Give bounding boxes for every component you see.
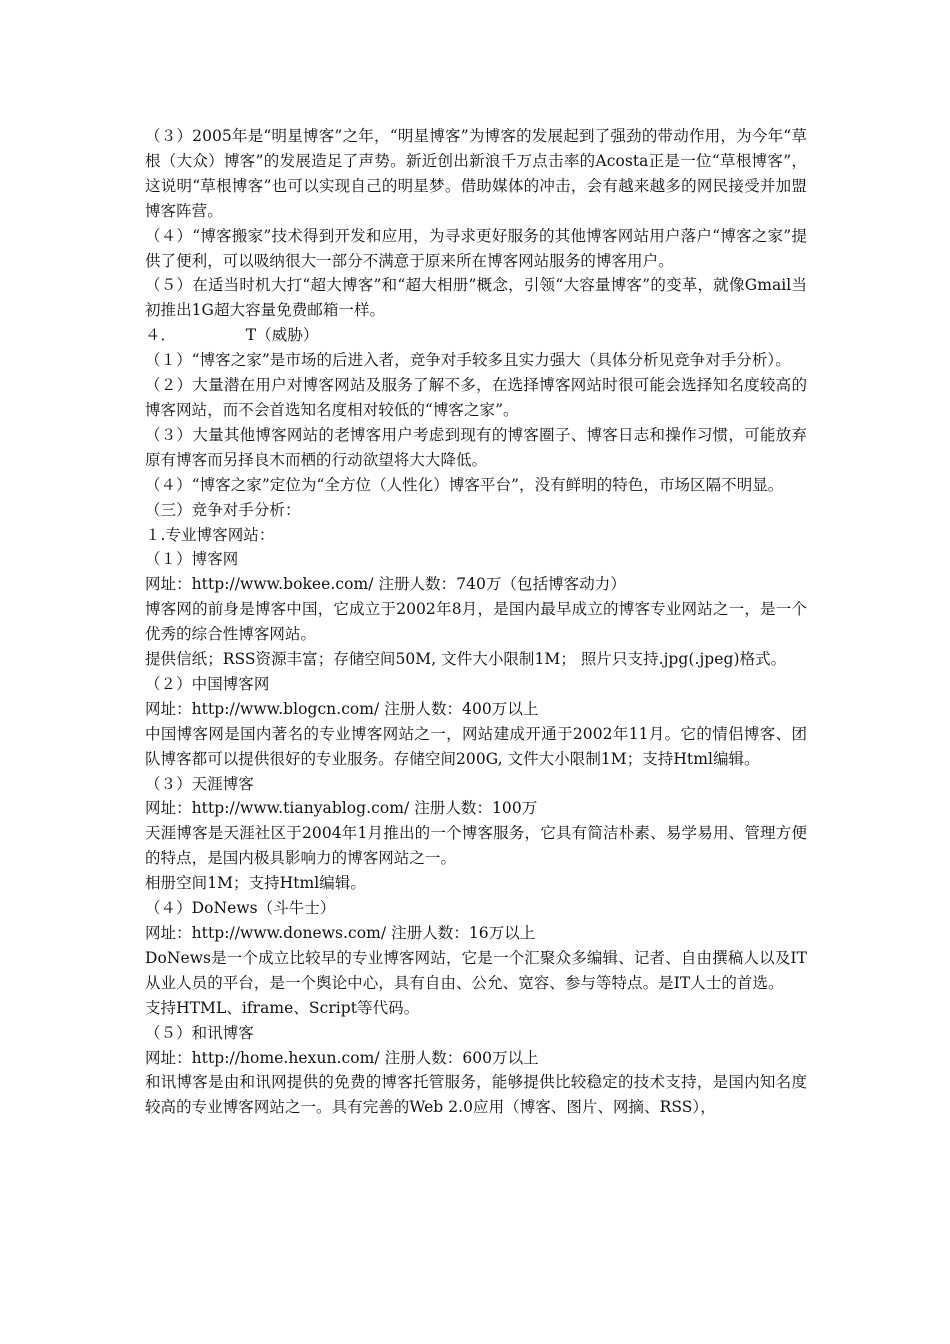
competitor-3-description: 天涯博客是天涯社区于2004年1月推出的一个博客服务，它具有简洁朴素、易学易用、管理方便的特点，是国内极具影响力的博客网站之一。 (145, 824, 807, 868)
competitor-3-url: 网址：http://www.tianyablog.com/ 注册人数：100万 (145, 799, 538, 818)
paragraph-threat-3: （３）大量其他博客网站的老博客用户考虑到现有的博客圈子、博客日志和操作习惯，可能放弃原有博客而另择良木而栖的行动欲望将大大降低。 (145, 425, 807, 469)
competitor-4-description: DoNews是一个成立比较早的专业博客网站，它是一个汇聚众多编辑、记者、自由撰稿人以及IT从业人员的平台，是一个舆论中心，具有自由、公允、宽容、参与等特点。是IT人士的首选。 (145, 948, 807, 992)
competitor-3-features: 相册空间1M；支持Html编辑。 (145, 874, 366, 893)
paragraph-threat-1: （１）“博客之家”是市场的后进入者，竞争对手较多且实力强大（具体分析见竞争对手分析）。 (145, 351, 791, 370)
competitor-4-features: 支持HTML、iframe、Script等代码。 (145, 998, 420, 1017)
paragraph-opportunity-3: （３）2005年是“明星博客”之年，“明星博客”为博客的发展起到了强劲的带动作用，为今年“草根（大众）博客”的发展造足了声势。新近创出新浪千万点击率的Acosta正是一位“草根博客”，这说明“草根博客”也可以实现自己的明星梦。借助媒体的冲击，会有越来越多的网民接受并加盟博客阵营。 (145, 127, 807, 220)
competitor-2-url: 网址：http://www.blogcn.com/ 注册人数：400万以上 (145, 699, 539, 718)
competitor-1-features: 提供信纸；RSS资源丰富；存储空间50M, 文件大小限制1M； 照片只支持.jpg(.jpeg)格式。 (145, 650, 787, 669)
competitor-5-url: 网址：http://home.hexun.com/ 注册人数：600万以上 (145, 1048, 539, 1067)
competitor-2-title: （２）中国博客网 (145, 674, 270, 693)
competitor-4-title: （４）DoNews（斗牛士） (145, 899, 336, 918)
paragraph-opportunity-4: （４）“博客搬家”技术得到开发和应用，为寻求更好服务的其他博客网站用户落户“博客之家”提供了便利，可以吸纳很大一部分不满意于原来所在博客网站服务的博客用户。 (145, 226, 807, 270)
competitor-4-url: 网址：http://www.donews.com/ 注册人数：16万以上 (145, 924, 536, 942)
section-heading-competitors: （三）竞争对手分析： (145, 500, 301, 519)
paragraph-threat-2: （２）大量潜在用户对博客网站及服务了解不多，在选择博客网站时很可能会选择知名度较高的博客网站，而不会首选知名度相对较低的“博客之家”。 (145, 376, 807, 419)
competitor-2-description: 中国博客网是国内著名的专业博客网站之一，网站建成开通于2002年11月。它的情侣博客、团队博客都可以提供很好的专业服务。存储空间200G, 文件大小限制1M；支持Html编辑。 (145, 724, 807, 768)
section-heading-threats: ４． T（威胁） (145, 326, 319, 345)
competitor-5-title: （５）和讯博客 (145, 1023, 254, 1042)
document-body (145, 124, 807, 1120)
competitor-5-description: 和讯博客是由和讯网提供的免费的博客托管服务，能够提供比较稳定的技术支持，是国内知名度较高的专业博客网站之一。具有完善的Web 2.0应用（博客、图片、网摘、RSS）， (145, 1073, 807, 1117)
competitor-1-description: 博客网的前身是博客中国，它成立于2002年8月，是国内最早成立的博客专业网站之一，是一个优秀的综合性博客网站。 (145, 600, 807, 644)
competitor-3-title: （３）天涯博客 (145, 774, 254, 793)
paragraph-threat-4: （４）“博客之家”定位为“全方位（人性化）博客平台”，没有鲜明的特色，市场区隔不明显。 (145, 475, 784, 494)
subheading-professional-blog-sites: １.专业博客网站： (145, 525, 275, 544)
competitor-1-url: 网址：http://www.bokee.com/ 注册人数：740万（包括博客动力） (145, 575, 626, 594)
paragraph-opportunity-5: （５）在适当时机大打“超大博客”和“超大相册”概念，引领“大容量博客”的变革，就像Gmail当初推出1G超大容量免费邮箱一样。 (145, 276, 807, 320)
competitor-1-title: （１）博客网 (145, 550, 239, 569)
